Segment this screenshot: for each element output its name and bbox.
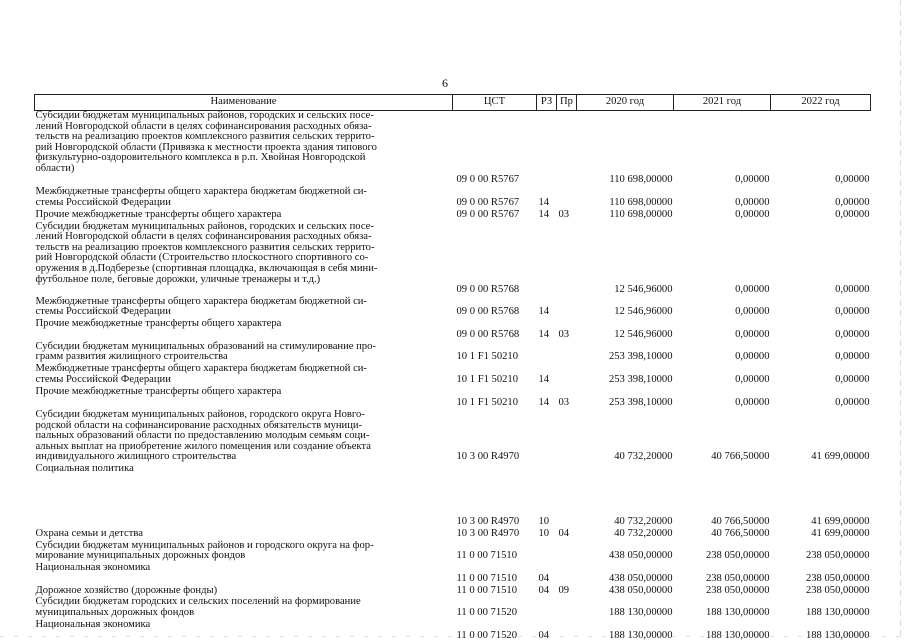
cell-2021: 40 766,50000 <box>711 451 770 463</box>
cell-name-line: лений Новгородской области в целях софинансирования расходных обяза- <box>35 120 372 132</box>
cell-pr <box>557 111 577 188</box>
cell-2020: 188 130,00000 <box>608 606 673 618</box>
cell-name-line: индивидуального жилищного строительства <box>35 451 237 463</box>
cell-pr <box>557 541 577 563</box>
cell-name <box>35 187 453 210</box>
table-header-row <box>35 95 871 111</box>
cell-name <box>35 342 453 364</box>
cell-2020: 110 698,00000 <box>609 174 673 186</box>
table-row <box>35 620 871 643</box>
cell-2020: 110 698,00000 <box>609 197 673 209</box>
header-name: Наименование <box>35 95 453 111</box>
cell-name-line: футбольное поле, беговые дорожки, уличные тренажеры и т.д.) <box>35 273 321 285</box>
cell-name-line: Субсидии бюджетам муниципальных районов, городского округа Новго- <box>35 408 365 420</box>
cell-2022: 0,00000 <box>835 284 870 295</box>
cell-pr: 03 <box>558 397 570 409</box>
cell-rz: 14 <box>538 374 550 386</box>
cell-name <box>35 464 453 529</box>
cell-pr: 03 <box>558 209 570 220</box>
cell-rz <box>537 342 557 364</box>
cell-name <box>35 387 453 410</box>
cell-rz: 14 <box>538 329 550 341</box>
header-cst: ЦСТ <box>453 95 537 111</box>
cell-2021: 0,00000 <box>735 351 770 363</box>
table-row <box>35 597 871 619</box>
cell-name <box>35 620 453 643</box>
cell-cst: 09 0 00 R5767 <box>456 209 520 220</box>
cell-cst: 10 3 00 R4970 <box>456 527 520 539</box>
cell-rz: 04 <box>538 584 550 596</box>
cell-pr <box>557 297 577 319</box>
table-row <box>35 387 871 410</box>
cell-name-line: Субсидии бюджетам муниципальных районов, городских и сельских посе- <box>35 220 374 232</box>
cell-name-line: грамм развития жилищного строительства <box>35 351 228 363</box>
cell-2022: 0,00000 <box>835 174 870 186</box>
cell-cst: 11 0 00 71510 <box>456 584 518 596</box>
cell-2021: 0,00000 <box>735 306 770 318</box>
cell-rz: 14 <box>538 397 550 409</box>
header-rz: РЗ <box>537 95 557 111</box>
cell-2022: 188 130,00000 <box>805 629 870 641</box>
cell-name-line: Субсидии бюджетам муниципальных районов и городского округа на фор- <box>35 539 374 551</box>
cell-name <box>35 210 453 222</box>
cell-name-line: Социальная политика <box>35 462 134 474</box>
cell-name-line: Охрана семьи и детства <box>35 527 143 539</box>
cell-name-line: Прочие межбюджетные трансферты общего характера <box>35 209 282 220</box>
cell-cst: 11 0 00 71520 <box>456 606 518 618</box>
cell-2021: 0,00000 <box>735 284 770 295</box>
cell-name-line: Межбюджетные трансферты общего характера бюджетам бюджетной си- <box>35 186 367 197</box>
cell-name-line: Национальная экономика <box>35 618 151 630</box>
page-number: 6 <box>442 76 448 90</box>
cell-pr <box>557 342 577 364</box>
cell-pr <box>557 563 577 586</box>
cell-cst: 10 1 F1 50210 <box>456 397 519 409</box>
cell-2022: 238 050,00000 <box>805 573 870 585</box>
cell-name-line: оружения в д.Подберезье (спортивная площадка, включающая в себя мини- <box>35 262 378 274</box>
header-2021: 2021 год <box>674 95 771 111</box>
cell-rz: 14 <box>538 209 550 220</box>
cell-name <box>35 541 453 563</box>
cell-name-line: пальных образований области по предоставлению молодым семьям соци- <box>35 430 370 442</box>
table-row <box>35 342 871 364</box>
cell-name-line: Межбюджетные трансферты общего характера бюджетам бюджетной си- <box>35 295 367 307</box>
cell-2021: 40 766,50000 <box>711 527 770 539</box>
cell-2020: 253 398,10000 <box>608 397 673 409</box>
cell-name-line: альных выплат на приобретение жилого помещения или создание объекта <box>35 440 371 452</box>
cell-name-line: муниципальных дорожных фондов <box>35 606 195 618</box>
cell-2020: 438 050,00000 <box>608 584 673 596</box>
cell-2020: 40 732,20000 <box>614 527 673 539</box>
cell-name-line: Субсидии бюджетам муниципальных образований на стимулирование про- <box>35 340 376 352</box>
cell-2021: 0,00000 <box>735 197 770 209</box>
cell-name <box>35 111 453 188</box>
cell-pr <box>557 464 577 529</box>
cell-2020: 12 546,96000 <box>614 284 673 295</box>
cell-name-line: области) <box>35 162 75 174</box>
cell-2022: 0,00000 <box>835 209 870 220</box>
cell-2021: 238 050,00000 <box>705 573 770 585</box>
table-row <box>35 410 871 464</box>
cell-2021: 188 130,00000 <box>705 606 770 618</box>
budget-table <box>34 94 871 643</box>
table-row <box>35 222 871 297</box>
table-row <box>35 529 871 541</box>
cell-2020: 110 698,00000 <box>609 209 673 220</box>
cell-2022: 0,00000 <box>835 329 870 341</box>
cell-name-line: рий Новгородской области (Привязка к местности проекта здания типового <box>35 141 377 153</box>
cell-cst: 09 0 00 R5768 <box>456 306 520 318</box>
cell-name-line: стемы Российской Федерации <box>35 196 171 208</box>
cell-2020: 12 546,96000 <box>614 329 673 341</box>
scan-edge-bottom <box>0 636 905 637</box>
cell-name <box>35 319 453 342</box>
table-row <box>35 464 871 529</box>
cell-rz: 04 <box>538 629 550 641</box>
cell-name-line: стемы Российской Федерации <box>35 306 171 318</box>
cell-2022: 188 130,00000 <box>805 606 870 618</box>
cell-name-line: родской области на софинансирование расходных обязательств муници- <box>35 419 363 431</box>
cell-name-line: Субсидии бюджетам муниципальных районов, городских и сельских посе- <box>35 110 374 121</box>
cell-name-line: Межбюджетные трансферты общего характера бюджетам бюджетной си- <box>35 362 367 374</box>
table-row <box>35 563 871 586</box>
cell-rz <box>537 111 557 188</box>
cell-2020: 253 398,10000 <box>608 351 673 363</box>
cell-name-line: рий Новгородской области (Строительство плоскостного спортивного со- <box>35 252 369 264</box>
cell-2021: 238 050,00000 <box>705 584 770 596</box>
cell-2022: 0,00000 <box>835 351 870 363</box>
cell-name <box>35 222 453 297</box>
cell-2021: 0,00000 <box>735 374 770 386</box>
cell-cst: 09 0 00 R5768 <box>456 284 520 295</box>
cell-cst: 10 1 F1 50210 <box>456 351 519 363</box>
cell-name-line: физкультурно-оздоровительного комплекса в р.п. Хвойная Новгородской <box>35 152 366 164</box>
cell-pr <box>557 222 577 297</box>
cell-2021: 0,00000 <box>735 397 770 409</box>
cell-pr <box>557 410 577 464</box>
cell-rz <box>537 222 557 297</box>
cell-name-line: Дорожное хозяйство (дорожные фонды) <box>35 584 218 596</box>
cell-2022: 41 699,00000 <box>811 527 870 539</box>
cell-name-line: лений Новгородской области в целях софинансирования расходных обяза- <box>35 231 372 243</box>
cell-name <box>35 364 453 387</box>
cell-2020: 12 546,96000 <box>614 306 673 318</box>
table-row <box>35 210 871 222</box>
scan-edge-right <box>900 0 901 640</box>
cell-2022: 0,00000 <box>835 397 870 409</box>
header-pr: Пр <box>557 95 577 111</box>
cell-name <box>35 297 453 319</box>
cell-name-line: Субсидии бюджетам городских и сельских поселений на формирование <box>35 596 361 608</box>
header-2022: 2022 год <box>771 95 871 111</box>
cell-2022: 41 699,00000 <box>811 516 870 528</box>
cell-name-line: Прочие межбюджетные трансферты общего характера <box>35 317 282 329</box>
cell-pr: 09 <box>558 584 570 596</box>
cell-name-line: Прочие межбюджетные трансферты общего характера <box>35 385 282 397</box>
cell-name-line: стемы Российской Федерации <box>35 373 171 385</box>
cell-2022: 0,00000 <box>835 197 870 209</box>
cell-name <box>35 563 453 586</box>
cell-cst: 10 1 F1 50210 <box>456 374 519 386</box>
cell-name-line: Национальная экономика <box>35 561 151 573</box>
cell-cst: 10 3 00 R4970 <box>456 516 520 528</box>
cell-rz <box>537 597 557 619</box>
header-2020: 2020 год <box>577 95 674 111</box>
cell-cst: 10 3 00 R4970 <box>456 451 520 463</box>
cell-name-line: тельств на реализацию проектов комплексного развития сельских террито- <box>35 131 375 143</box>
table-row <box>35 541 871 563</box>
cell-2022: 238 050,00000 <box>805 584 870 596</box>
cell-2022: 238 050,00000 <box>805 550 870 562</box>
cell-2020: 438 050,00000 <box>608 550 673 562</box>
table-row <box>35 187 871 210</box>
cell-2022: 0,00000 <box>835 374 870 386</box>
cell-pr: 03 <box>558 329 570 341</box>
cell-rz <box>537 410 557 464</box>
table-row <box>35 297 871 319</box>
cell-rz: 14 <box>538 197 550 209</box>
cell-2022: 0,00000 <box>835 306 870 318</box>
cell-pr <box>557 364 577 387</box>
table-row <box>35 364 871 387</box>
cell-2021: 238 050,00000 <box>705 550 770 562</box>
cell-2020: 40 732,20000 <box>614 516 673 528</box>
cell-rz: 04 <box>538 573 550 585</box>
cell-rz: 10 <box>538 527 550 539</box>
cell-name <box>35 410 453 464</box>
cell-2022: 41 699,00000 <box>811 451 870 463</box>
cell-cst: 11 0 00 71520 <box>456 629 518 641</box>
cell-name-line: мирование муниципальных дорожных фондов <box>35 550 246 562</box>
cell-2021: 0,00000 <box>735 209 770 220</box>
cell-2020: 40 732,20000 <box>614 451 673 463</box>
cell-pr: 04 <box>558 527 570 539</box>
cell-name <box>35 597 453 619</box>
cell-rz: 14 <box>538 306 550 318</box>
cell-cst: 09 0 00 R5767 <box>456 197 520 209</box>
cell-2020: 253 398,10000 <box>608 374 673 386</box>
cell-name-line: тельств на реализацию проектов комплексного развития сельских террито- <box>35 241 375 253</box>
cell-rz: 10 <box>538 516 550 528</box>
cell-2020: 188 130,00000 <box>608 629 673 641</box>
cell-2021: 0,00000 <box>735 174 770 186</box>
table-row <box>35 111 871 188</box>
cell-cst: 11 0 00 71510 <box>456 573 518 585</box>
cell-cst: 09 0 00 R5767 <box>456 174 520 186</box>
cell-2021: 0,00000 <box>735 329 770 341</box>
cell-name <box>35 529 453 541</box>
cell-cst: 11 0 00 71510 <box>456 550 518 562</box>
cell-cst: 09 0 00 R5768 <box>456 329 520 341</box>
cell-pr <box>557 620 577 643</box>
cell-pr <box>557 597 577 619</box>
cell-2021: 40 766,50000 <box>711 516 770 528</box>
cell-2021: 188 130,00000 <box>705 629 770 641</box>
cell-pr <box>557 187 577 210</box>
table-row <box>35 319 871 342</box>
cell-2020: 438 050,00000 <box>608 573 673 585</box>
cell-rz <box>537 541 557 563</box>
